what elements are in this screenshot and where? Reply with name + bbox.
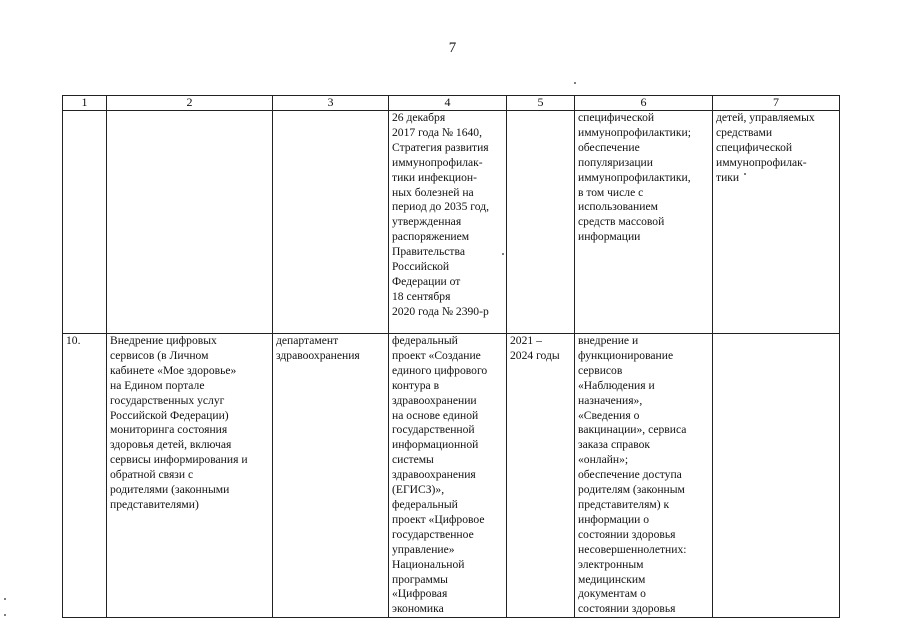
table-cell bbox=[63, 111, 107, 334]
table-cell bbox=[63, 334, 107, 618]
header-cell-5: 5 bbox=[507, 96, 575, 111]
table-cell bbox=[389, 111, 507, 334]
scan-speck bbox=[4, 598, 6, 600]
cell-text: Внедрение цифровых сервисов (в Личном кабинете «Мое здоровье» на Едином портале государственных услуг Российской Федерации) мониторинга состояния здоровья детей, включая сервисы информирования и обратной связи с родителями (законными представителями) bbox=[110, 334, 248, 511]
header-cell-4: 4 bbox=[389, 96, 507, 111]
table-row bbox=[63, 334, 840, 618]
scan-speck bbox=[744, 173, 746, 175]
cell-text: специфической иммунопрофилактики; обеспечение популяризации иммунопрофилактики, в том числе с использованием средств массовой информации bbox=[578, 111, 691, 244]
cell-text: федеральный проект «Создание единого цифрового контура в здравоохранении на основе единой государственной информационной системы здравоохранения (ЕГИСЗ)», федеральный проект «Цифровое государственное управление» Национальной программы «Цифровая экономика bbox=[392, 334, 488, 616]
cell-text: детей, управляемых средствами специфической иммунопрофилак- тики bbox=[716, 111, 815, 184]
table-cell bbox=[507, 111, 575, 334]
table-cell bbox=[713, 334, 840, 618]
row-number: 10. bbox=[66, 334, 81, 347]
table-cell bbox=[273, 334, 389, 618]
cell-text: 2021 – 2024 годы bbox=[510, 334, 560, 362]
table-cell bbox=[575, 111, 713, 334]
header-cell-7: 7 bbox=[713, 96, 840, 111]
table-cell bbox=[575, 334, 713, 618]
table-row bbox=[63, 111, 840, 334]
table-header-row bbox=[63, 96, 840, 111]
header-cell-1: 1 bbox=[63, 96, 107, 111]
table-cell bbox=[389, 334, 507, 618]
table-cell bbox=[107, 334, 273, 618]
page-number: 7 bbox=[448, 40, 457, 56]
header-cell-6: 6 bbox=[575, 96, 713, 111]
scan-speck bbox=[574, 82, 576, 84]
scan-speck bbox=[4, 614, 6, 616]
header-cell-3: 3 bbox=[273, 96, 389, 111]
plan-table bbox=[62, 95, 840, 618]
table-cell bbox=[713, 111, 840, 334]
table-cell bbox=[107, 111, 273, 334]
table-cell bbox=[273, 111, 389, 334]
cell-text: внедрение и функционирование сервисов «Наблюдения и назначения», «Сведения о вакцинации», сервиса заказа справок «онлайн»; обеспечение доступа родителям (законным представителям) к информации о состоянии здоровья несовершеннолетних: электронным медицинским документам о состоянии здоровья bbox=[578, 334, 687, 616]
scan-speck bbox=[502, 253, 504, 255]
header-cell-2: 2 bbox=[107, 96, 273, 111]
table-cell bbox=[507, 334, 575, 618]
cell-text: 26 декабря 2017 года № 1640, Стратегия развития иммунопрофилак- тики инфекцион- ных болезней на период до 2035 год, утвержденная распоряжением Правительства Российской Федерации от 18 сентября 2020 года № 2390-р bbox=[392, 111, 490, 318]
cell-text: департамент здравоохранения bbox=[276, 334, 360, 362]
